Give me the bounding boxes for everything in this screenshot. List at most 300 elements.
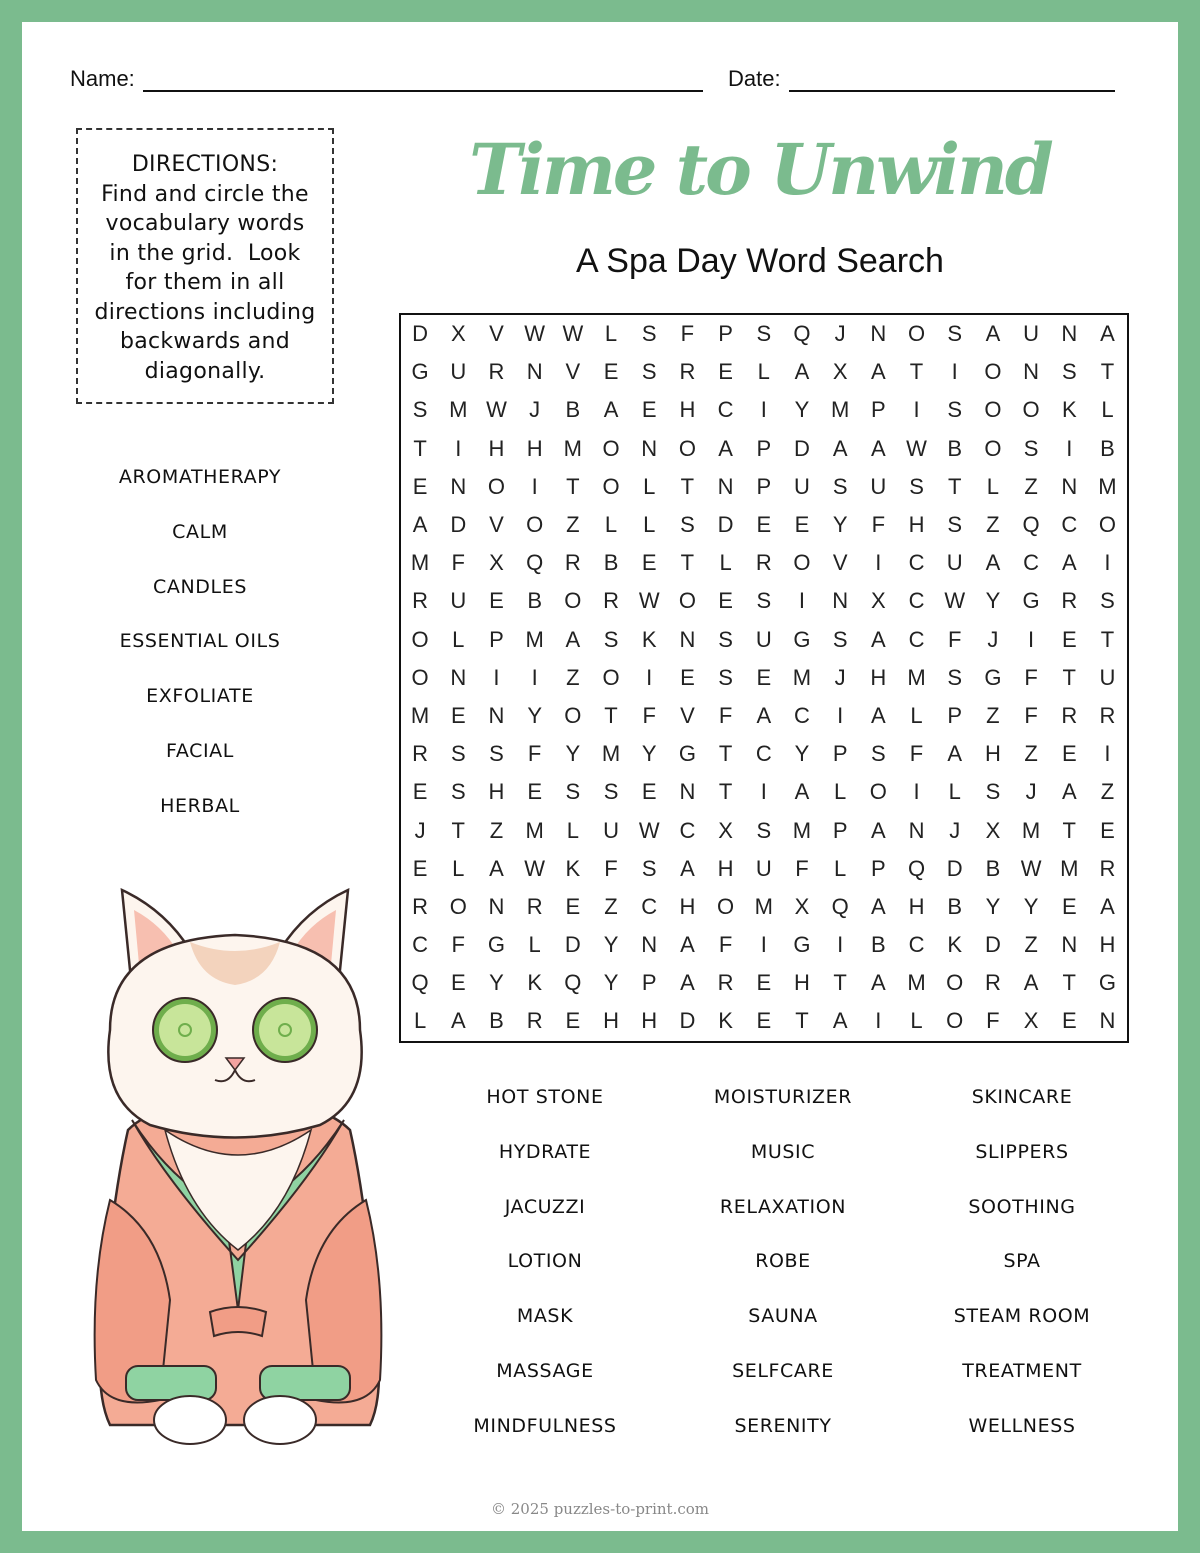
grid-cell[interactable]: I — [646, 664, 653, 690]
grid-cell[interactable]: I — [1104, 741, 1111, 767]
grid-cell[interactable]: J — [529, 397, 541, 423]
grid-cell[interactable]: E — [565, 893, 581, 919]
grid-cell[interactable]: A — [1061, 779, 1077, 805]
grid-cell[interactable]: I — [760, 779, 767, 805]
grid-cell[interactable]: I — [913, 397, 920, 423]
grid-cell[interactable]: K — [718, 1008, 733, 1034]
grid-cell[interactable]: J — [414, 817, 426, 843]
grid-cell[interactable]: S — [450, 779, 466, 805]
grid-cell[interactable]: R — [488, 359, 505, 385]
grid-cell[interactable]: S — [909, 473, 924, 499]
grid-cell[interactable]: L — [566, 817, 579, 843]
grid-cell[interactable]: A — [718, 435, 733, 461]
grid-cell[interactable]: M — [563, 435, 582, 461]
grid-cell[interactable]: E — [718, 359, 733, 385]
grid-cell[interactable]: S — [947, 512, 963, 538]
grid-cell[interactable]: Q — [793, 321, 811, 347]
grid-cell[interactable]: T — [566, 473, 580, 499]
grid-cell[interactable]: L — [452, 626, 465, 652]
grid-cell[interactable]: H — [641, 1008, 658, 1034]
grid-cell[interactable]: J — [834, 664, 846, 690]
grid-cell[interactable]: E — [641, 397, 657, 423]
grid-cell[interactable]: S — [412, 397, 428, 423]
grid-cell[interactable]: O — [793, 550, 811, 576]
grid-cell[interactable]: R — [603, 588, 619, 614]
grid-cell[interactable]: A — [794, 779, 810, 805]
grid-cell[interactable]: M — [792, 817, 812, 843]
grid-cell[interactable]: U — [450, 588, 467, 614]
grid-cell[interactable]: A — [1061, 550, 1077, 576]
grid-cell[interactable]: M — [1060, 855, 1079, 881]
grid-cell[interactable]: E — [527, 779, 542, 805]
grid-cell[interactable]: Y — [985, 893, 1001, 919]
grid-cell[interactable]: R — [412, 893, 429, 919]
grid-cell[interactable]: B — [489, 1008, 504, 1034]
grid-cell[interactable]: S — [947, 664, 963, 690]
grid-cell[interactable]: X — [871, 588, 886, 614]
grid-cell[interactable]: Z — [566, 664, 580, 690]
grid-cell[interactable]: L — [528, 932, 541, 958]
grid-cell[interactable]: N — [908, 817, 925, 843]
grid-cell[interactable]: D — [946, 855, 963, 881]
grid-cell[interactable]: L — [413, 1008, 427, 1034]
grid-cell[interactable]: E — [489, 588, 504, 614]
grid-cell[interactable]: O — [449, 893, 467, 919]
grid-cell[interactable]: A — [871, 817, 886, 843]
grid-cell[interactable]: Y — [641, 741, 657, 767]
grid-cell[interactable]: W — [524, 321, 546, 347]
grid-cell[interactable]: H — [526, 435, 543, 461]
grid-cell[interactable]: B — [985, 855, 1001, 881]
grid-cell[interactable]: I — [493, 664, 500, 690]
grid-cell[interactable]: Y — [527, 702, 542, 728]
grid-cell[interactable]: O — [564, 588, 582, 614]
grid-cell[interactable]: X — [718, 817, 733, 843]
grid-cell[interactable]: A — [832, 435, 848, 461]
grid-cell[interactable]: K — [565, 855, 581, 881]
grid-cell[interactable]: N — [717, 473, 734, 499]
grid-cell[interactable]: F — [1024, 664, 1038, 690]
grid-cell[interactable]: F — [718, 932, 733, 958]
grid-cell[interactable]: G — [1022, 588, 1040, 614]
grid-cell[interactable]: X — [985, 817, 1001, 843]
grid-cell[interactable]: E — [756, 664, 772, 690]
grid-cell[interactable]: X — [794, 893, 810, 919]
grid-cell[interactable]: Y — [794, 397, 810, 423]
grid-cell[interactable]: R — [526, 1008, 543, 1034]
grid-cell[interactable]: K — [527, 970, 542, 996]
grid-cell[interactable]: A — [985, 550, 1001, 576]
grid-cell[interactable]: I — [455, 435, 462, 461]
grid-cell[interactable]: A — [680, 932, 695, 958]
grid-cell[interactable]: T — [1100, 359, 1115, 385]
grid-cell[interactable]: S — [603, 626, 619, 652]
grid-cell[interactable]: E — [756, 512, 772, 538]
grid-cell[interactable]: E — [450, 970, 466, 996]
grid-cell[interactable]: R — [1099, 702, 1116, 728]
grid-cell[interactable]: M — [1098, 473, 1117, 499]
grid-cell[interactable]: N — [450, 664, 467, 690]
grid-cell[interactable]: P — [756, 435, 772, 461]
grid-cell[interactable]: E — [641, 550, 657, 576]
grid-cell[interactable]: N — [832, 588, 849, 614]
grid-cell[interactable]: E — [603, 359, 619, 385]
grid-cell[interactable]: D — [794, 435, 810, 461]
grid-cell[interactable]: F — [642, 702, 656, 728]
grid-cell[interactable]: M — [410, 550, 430, 576]
grid-cell[interactable]: Q — [907, 855, 926, 881]
grid-cell[interactable]: D — [984, 932, 1001, 958]
grid-cell[interactable]: H — [908, 893, 925, 919]
grid-cell[interactable]: F — [986, 1008, 1000, 1034]
grid-cell[interactable]: C — [641, 893, 658, 919]
grid-cell[interactable]: M — [601, 741, 621, 767]
grid-cell[interactable]: E — [1061, 626, 1077, 652]
grid-cell[interactable]: U — [870, 473, 887, 499]
grid-cell[interactable]: H — [794, 970, 810, 996]
grid-cell[interactable]: R — [526, 893, 543, 919]
grid-cell[interactable]: W — [486, 397, 507, 423]
grid-cell[interactable]: E — [718, 588, 733, 614]
grid-cell[interactable]: W — [524, 855, 546, 881]
grid-cell[interactable]: T — [718, 779, 733, 805]
grid-cell[interactable]: B — [947, 435, 963, 461]
grid-cell[interactable]: L — [910, 1008, 923, 1034]
grid-cell[interactable]: T — [413, 435, 427, 461]
grid-cell[interactable]: O — [526, 512, 544, 538]
grid-cell[interactable]: M — [792, 664, 812, 690]
grid-cell[interactable]: Z — [1024, 741, 1038, 767]
grid-cell[interactable]: B — [603, 550, 619, 576]
grid-cell[interactable]: V — [489, 512, 504, 538]
grid-cell[interactable]: H — [679, 893, 696, 919]
grid-cell[interactable]: G — [1098, 970, 1117, 996]
grid-cell[interactable]: I — [837, 932, 844, 958]
grid-cell[interactable]: O — [411, 664, 429, 690]
grid-cell[interactable]: U — [946, 550, 963, 576]
grid-cell[interactable]: Q — [526, 550, 544, 576]
grid-cell[interactable]: G — [793, 932, 811, 958]
grid-cell[interactable]: I — [798, 588, 806, 614]
grid-cell[interactable]: V — [489, 321, 504, 347]
grid-cell[interactable]: C — [1061, 512, 1078, 538]
grid-cell[interactable]: S — [756, 588, 772, 614]
grid-cell[interactable]: N — [488, 702, 505, 728]
grid-cell[interactable]: A — [756, 702, 772, 728]
grid-cell[interactable]: Z — [1100, 779, 1115, 805]
grid-cell[interactable]: F — [871, 512, 886, 538]
grid-cell[interactable]: L — [834, 855, 847, 881]
grid-cell[interactable]: U — [1099, 664, 1116, 690]
grid-cell[interactable]: I — [531, 473, 538, 499]
grid-cell[interactable]: H — [1099, 932, 1116, 958]
grid-cell[interactable]: V — [680, 702, 695, 728]
grid-cell[interactable]: O — [564, 702, 582, 728]
grid-cell[interactable]: F — [451, 932, 465, 958]
grid-cell[interactable]: U — [1023, 321, 1040, 347]
grid-cell[interactable]: T — [947, 473, 962, 499]
grid-cell[interactable]: Y — [985, 588, 1001, 614]
grid-cell[interactable]: H — [717, 855, 734, 881]
grid-cell[interactable]: H — [488, 779, 505, 805]
grid-cell[interactable]: O — [487, 473, 506, 499]
grid-cell[interactable]: V — [565, 359, 581, 385]
grid-cell[interactable]: E — [1061, 741, 1077, 767]
grid-cell[interactable]: O — [602, 473, 620, 499]
grid-cell[interactable]: T — [1062, 970, 1076, 996]
grid-cell[interactable]: T — [1062, 664, 1076, 690]
grid-cell[interactable]: B — [1100, 435, 1115, 461]
grid-cell[interactable]: N — [641, 932, 658, 958]
grid-cell[interactable]: D — [412, 321, 429, 347]
grid-cell[interactable]: F — [718, 702, 733, 728]
grid-cell[interactable]: N — [679, 626, 696, 652]
grid-cell[interactable]: T — [795, 1008, 809, 1034]
grid-cell[interactable]: E — [412, 473, 428, 499]
grid-cell[interactable]: E — [680, 664, 695, 690]
grid-cell[interactable]: K — [947, 932, 963, 958]
grid-cell[interactable]: E — [412, 855, 428, 881]
grid-cell[interactable]: N — [526, 359, 543, 385]
grid-cell[interactable]: A — [1100, 321, 1115, 347]
grid-cell[interactable]: E — [756, 970, 772, 996]
grid-cell[interactable]: A — [871, 893, 886, 919]
grid-cell[interactable]: L — [643, 473, 656, 499]
grid-cell[interactable]: Z — [1024, 932, 1038, 958]
grid-cell[interactable]: W — [1020, 855, 1042, 881]
grid-cell[interactable]: M — [830, 397, 850, 423]
grid-cell[interactable]: Z — [566, 512, 580, 538]
grid-cell[interactable]: M — [525, 817, 544, 843]
grid-cell[interactable]: Q — [831, 893, 849, 919]
grid-cell[interactable]: C — [755, 741, 772, 767]
grid-cell[interactable]: S — [871, 741, 886, 767]
grid-cell[interactable]: W — [638, 817, 660, 843]
grid-cell[interactable]: I — [875, 1008, 882, 1034]
grid-cell[interactable]: A — [1023, 970, 1039, 996]
grid-cell[interactable]: A — [412, 512, 428, 538]
grid-cell[interactable]: F — [947, 626, 962, 652]
grid-cell[interactable]: E — [1100, 817, 1115, 843]
grid-cell[interactable]: Z — [986, 702, 1000, 728]
grid-cell[interactable]: J — [834, 321, 846, 347]
grid-cell[interactable]: S — [1061, 359, 1077, 385]
grid-cell[interactable]: T — [718, 741, 733, 767]
grid-cell[interactable]: G — [487, 932, 506, 958]
grid-cell[interactable]: J — [949, 817, 961, 843]
grid-cell[interactable]: S — [832, 626, 848, 652]
grid-cell[interactable]: H — [603, 1008, 619, 1034]
grid-cell[interactable]: N — [679, 779, 696, 805]
grid-cell[interactable]: A — [565, 626, 581, 652]
grid-cell[interactable]: S — [832, 473, 848, 499]
grid-cell[interactable]: L — [604, 321, 618, 347]
grid-cell[interactable]: S — [718, 626, 733, 652]
grid-cell[interactable]: T — [833, 970, 847, 996]
grid-cell[interactable]: E — [412, 779, 428, 805]
grid-cell[interactable]: Y — [1023, 893, 1039, 919]
grid-cell[interactable]: H — [870, 664, 887, 690]
grid-cell[interactable]: S — [603, 779, 619, 805]
grid-cell[interactable]: N — [641, 435, 658, 461]
grid-cell[interactable]: Z — [489, 817, 504, 843]
grid-cell[interactable]: W — [906, 435, 927, 461]
grid-cell[interactable]: H — [984, 741, 1001, 767]
grid-cell[interactable]: S — [1023, 435, 1039, 461]
grid-cell[interactable]: O — [678, 588, 696, 614]
grid-cell[interactable]: A — [947, 741, 963, 767]
grid-cell[interactable]: O — [869, 779, 887, 805]
grid-cell[interactable]: W — [562, 321, 584, 347]
grid-cell[interactable]: H — [908, 512, 925, 538]
grid-cell[interactable]: S — [450, 741, 466, 767]
grid-cell[interactable]: A — [985, 321, 1001, 347]
grid-cell[interactable]: R — [984, 970, 1001, 996]
grid-cell[interactable]: S — [947, 397, 963, 423]
grid-cell[interactable]: L — [910, 702, 923, 728]
grid-cell[interactable]: C — [1023, 550, 1040, 576]
grid-cell[interactable]: Y — [794, 741, 810, 767]
grid-cell[interactable]: N — [1023, 359, 1040, 385]
grid-cell[interactable]: U — [603, 817, 619, 843]
grid-cell[interactable]: W — [944, 588, 966, 614]
grid-cell[interactable]: Z — [986, 512, 1000, 538]
grid-cell[interactable]: O — [946, 1008, 964, 1034]
grid-cell[interactable]: R — [564, 550, 581, 576]
grid-cell[interactable]: E — [1061, 893, 1077, 919]
grid-cell[interactable]: I — [760, 397, 767, 423]
grid-cell[interactable]: E — [794, 512, 810, 538]
grid-cell[interactable]: S — [641, 359, 657, 385]
grid-cell[interactable]: D — [679, 1008, 696, 1034]
grid-cell[interactable]: T — [680, 473, 695, 499]
grid-cell[interactable]: I — [837, 702, 844, 728]
grid-cell[interactable]: R — [412, 588, 429, 614]
grid-cell[interactable]: O — [411, 626, 429, 652]
grid-cell[interactable]: R — [679, 359, 696, 385]
grid-cell[interactable]: F — [1024, 702, 1038, 728]
grid-cell[interactable]: S — [985, 779, 1001, 805]
grid-cell[interactable]: G — [793, 626, 811, 652]
grid-cell[interactable]: D — [450, 512, 467, 538]
grid-cell[interactable]: D — [717, 512, 734, 538]
grid-cell[interactable]: A — [680, 855, 695, 881]
name-line[interactable] — [143, 64, 703, 92]
grid-cell[interactable]: Y — [832, 512, 848, 538]
grid-cell[interactable]: C — [412, 932, 429, 958]
grid-cell[interactable]: N — [1061, 321, 1078, 347]
grid-cell[interactable]: Q — [411, 970, 429, 996]
grid-cell[interactable]: O — [678, 435, 696, 461]
grid-cell[interactable]: P — [832, 817, 848, 843]
grid-cell[interactable]: A — [871, 359, 886, 385]
grid-cell[interactable]: T — [1062, 817, 1076, 843]
grid-cell[interactable]: M — [525, 626, 544, 652]
grid-cell[interactable]: F — [451, 550, 465, 576]
grid-cell[interactable]: S — [489, 741, 504, 767]
grid-cell[interactable]: B — [871, 932, 886, 958]
grid-cell[interactable]: C — [908, 588, 925, 614]
grid-cell[interactable]: N — [488, 893, 505, 919]
grid-cell[interactable]: S — [718, 664, 733, 690]
grid-cell[interactable]: R — [412, 741, 429, 767]
grid-cell[interactable]: I — [913, 779, 920, 805]
grid-cell[interactable]: D — [564, 932, 581, 958]
grid-cell[interactable]: A — [680, 970, 695, 996]
grid-cell[interactable]: B — [947, 893, 963, 919]
grid-cell[interactable]: A — [450, 1008, 466, 1034]
grid-cell[interactable]: C — [908, 626, 925, 652]
grid-cell[interactable]: H — [488, 435, 505, 461]
grid-cell[interactable]: C — [908, 550, 925, 576]
grid-cell[interactable]: P — [947, 702, 963, 728]
grid-cell[interactable]: Y — [565, 741, 581, 767]
grid-cell[interactable]: L — [452, 855, 465, 881]
grid-cell[interactable]: N — [1099, 1008, 1116, 1034]
grid-cell[interactable]: B — [527, 588, 542, 614]
grid-cell[interactable]: L — [834, 779, 847, 805]
grid-cell[interactable]: N — [870, 321, 887, 347]
grid-cell[interactable]: P — [871, 397, 886, 423]
grid-cell[interactable]: E — [641, 779, 657, 805]
grid-cell[interactable]: X — [1023, 1008, 1039, 1034]
grid-cell[interactable]: M — [754, 893, 773, 919]
grid-cell[interactable]: P — [832, 741, 848, 767]
grid-cell[interactable]: B — [565, 397, 581, 423]
grid-cell[interactable]: A — [1100, 893, 1115, 919]
grid-cell[interactable]: S — [641, 321, 657, 347]
grid-cell[interactable]: S — [641, 855, 657, 881]
grid-cell[interactable]: S — [756, 817, 772, 843]
grid-cell[interactable]: I — [951, 359, 958, 385]
grid-cell[interactable]: O — [1098, 512, 1117, 538]
grid-cell[interactable]: L — [986, 473, 1000, 499]
grid-cell[interactable]: I — [1104, 550, 1111, 576]
grid-cell[interactable]: E — [1061, 1008, 1077, 1034]
grid-cell[interactable]: S — [947, 321, 963, 347]
grid-cell[interactable]: C — [717, 397, 734, 423]
grid-cell[interactable]: O — [984, 359, 1002, 385]
grid-cell[interactable]: V — [832, 550, 848, 576]
grid-cell[interactable]: R — [755, 550, 772, 576]
grid-cell[interactable]: N — [450, 473, 467, 499]
grid-cell[interactable]: Q — [1022, 512, 1040, 538]
grid-cell[interactable]: X — [450, 321, 466, 347]
grid-cell[interactable]: O — [1022, 397, 1040, 423]
grid-cell[interactable]: K — [641, 626, 657, 652]
grid-cell[interactable]: E — [565, 1008, 581, 1034]
grid-cell[interactable]: H — [679, 397, 696, 423]
grid-cell[interactable]: S — [565, 779, 581, 805]
grid-cell[interactable]: A — [794, 359, 810, 385]
grid-cell[interactable]: R — [1061, 588, 1078, 614]
grid-cell[interactable]: J — [987, 626, 999, 652]
grid-cell[interactable]: P — [641, 970, 657, 996]
grid-cell[interactable]: O — [946, 970, 964, 996]
grid-cell[interactable]: M — [907, 970, 926, 996]
grid-cell[interactable]: R — [1061, 702, 1078, 728]
grid-cell[interactable]: F — [604, 855, 618, 881]
grid-cell[interactable]: Q — [564, 970, 582, 996]
grid-cell[interactable]: S — [1100, 588, 1115, 614]
grid-cell[interactable]: O — [717, 893, 735, 919]
grid-cell[interactable]: G — [411, 359, 429, 385]
grid-cell[interactable]: P — [756, 473, 772, 499]
grid-cell[interactable]: I — [1028, 626, 1035, 652]
grid-cell[interactable]: I — [1066, 435, 1073, 461]
grid-cell[interactable]: U — [755, 626, 772, 652]
grid-cell[interactable]: G — [984, 664, 1002, 690]
